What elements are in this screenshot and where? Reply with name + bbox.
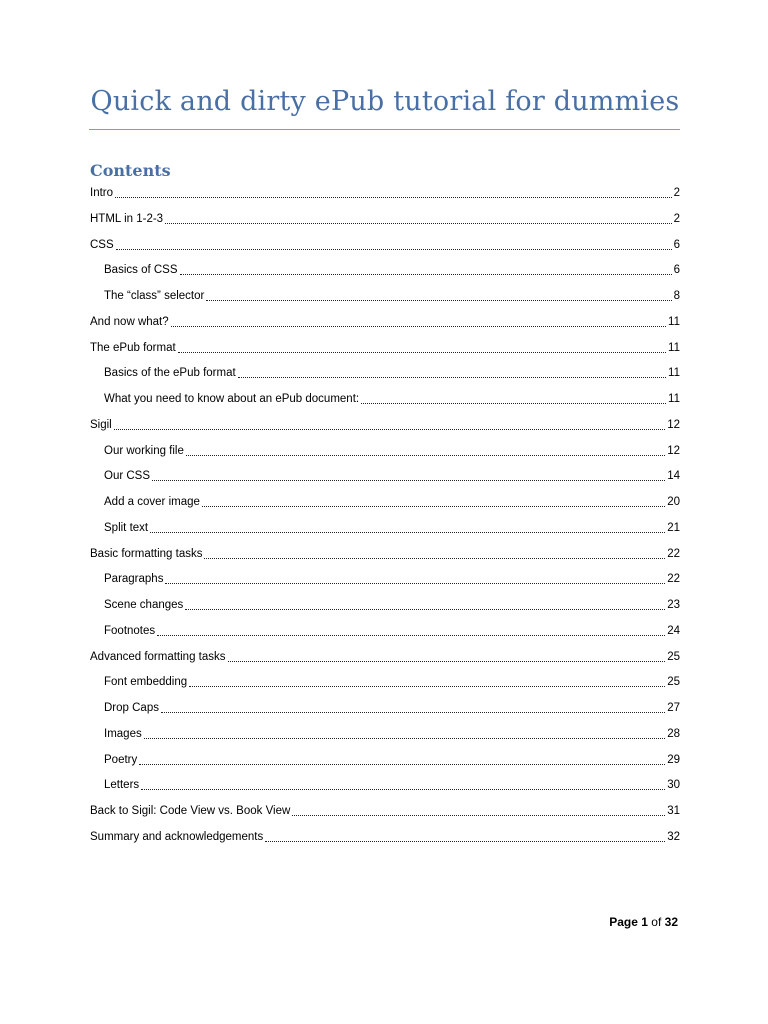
toc-entry[interactable]: [90, 313, 680, 331]
toc-dot-leader: [204, 558, 665, 559]
toc-entry-page-number: 25: [667, 650, 680, 663]
toc-entry[interactable]: [104, 442, 680, 460]
toc-dot-leader: [238, 377, 666, 378]
toc-entry[interactable]: [104, 390, 680, 408]
toc-dot-leader: [114, 429, 665, 430]
toc-entry-title: Poetry: [104, 753, 138, 766]
toc-entry[interactable]: [104, 725, 680, 743]
toc-dot-leader: [292, 815, 665, 816]
toc-entry-title: The ePub format: [90, 341, 176, 354]
document-title: Quick and dirty ePub tutorial for dummies: [90, 86, 680, 117]
toc-entry-title: Font embedding: [104, 676, 188, 689]
toc-entry-page-number: 6: [673, 238, 680, 251]
toc-entry[interactable]: [104, 261, 680, 279]
toc-dot-leader: [186, 455, 665, 456]
toc-entry-page-number: 12: [667, 418, 680, 431]
toc-entry-page-number: 2: [673, 187, 680, 199]
toc-entry-page-number: 24: [667, 624, 680, 637]
toc-entry-title: Our working file: [104, 444, 184, 457]
toc-entry-page-number: 6: [673, 264, 680, 277]
toc-entry-title: Add a cover image: [104, 496, 200, 508]
toc-entry-title: What you need to know about an ePub document:: [104, 393, 360, 405]
toc-entry-page-number: 28: [667, 727, 680, 740]
toc-entry-page-number: 11: [668, 341, 680, 354]
toc-entry-page-number: 11: [668, 393, 680, 405]
toc-entry[interactable]: [104, 699, 680, 717]
toc-entry[interactable]: [90, 648, 680, 666]
title-underline: [89, 129, 680, 130]
toc-dot-leader: [139, 764, 665, 765]
toc-dot-leader: [189, 686, 665, 687]
toc-entry[interactable]: [104, 519, 680, 537]
toc-entry-page-number: 11: [668, 315, 680, 328]
toc-dot-leader: [361, 403, 666, 404]
toc-entry-page-number: 31: [667, 805, 680, 817]
toc-dot-leader: [161, 712, 665, 713]
toc-entry-title: Paragraphs: [104, 573, 164, 586]
toc-entry[interactable]: [90, 416, 680, 434]
toc-entry[interactable]: [104, 364, 680, 382]
footer-page-label: Page: [609, 915, 638, 929]
toc-dot-leader: [141, 789, 665, 790]
toc-entry-title: Basics of CSS: [104, 264, 178, 277]
toc-dot-leader: [165, 223, 672, 224]
toc-entry[interactable]: [104, 776, 680, 794]
toc-entry-page-number: 20: [667, 496, 680, 508]
toc-entry-title: Scene changes: [104, 599, 184, 611]
toc-entry-title: Basic formatting tasks: [90, 547, 203, 560]
toc-entry[interactable]: [90, 828, 680, 846]
toc-entry-page-number: 22: [667, 547, 680, 560]
toc-entry-page-number: 25: [667, 676, 680, 689]
toc-entry-title: The “class” selector: [104, 290, 205, 302]
toc-entry-title: Back to Sigil: Code View vs. Book View: [90, 805, 291, 817]
toc-entry-title: Letters: [104, 779, 140, 792]
toc-entry-page-number: 11: [668, 367, 680, 380]
toc-entry[interactable]: [90, 802, 680, 820]
toc-entry-page-number: 12: [667, 444, 680, 457]
footer-current-page: 1: [641, 915, 648, 929]
toc-dot-leader: [202, 506, 665, 507]
toc-entry[interactable]: [104, 673, 680, 691]
toc-entry-title: Images: [104, 727, 142, 740]
toc-dot-leader: [206, 300, 671, 301]
toc-dot-leader: [116, 249, 672, 250]
toc-entry-title: Intro: [90, 187, 114, 199]
toc-entry[interactable]: [104, 493, 680, 511]
toc-entry-page-number: 29: [667, 753, 680, 766]
toc-dot-leader: [178, 352, 666, 353]
toc-dot-leader: [185, 609, 665, 610]
toc-entry-title: Footnotes: [104, 624, 156, 637]
toc-entry-page-number: 22: [667, 573, 680, 586]
toc-entry[interactable]: [90, 339, 680, 357]
toc-entry-title: HTML in 1-2-3: [90, 212, 164, 225]
toc-dot-leader: [144, 738, 665, 739]
toc-dot-leader: [171, 326, 666, 327]
toc-entry-title: CSS: [90, 238, 114, 251]
toc-entry-page-number: 30: [667, 779, 680, 792]
toc-entry-title: Basics of the ePub format: [104, 367, 236, 380]
toc-entry-page-number: 2: [673, 212, 680, 225]
toc-dot-leader: [265, 841, 665, 842]
toc-entry-page-number: 14: [667, 470, 680, 483]
toc-dot-leader: [180, 274, 672, 275]
toc-entry-page-number: 23: [667, 599, 680, 611]
toc-entry[interactable]: [90, 545, 680, 563]
toc-heading: Contents: [90, 161, 171, 180]
toc-entry[interactable]: [104, 467, 680, 485]
toc-entry-page-number: 32: [667, 830, 680, 843]
toc-entry-title: Drop Caps: [104, 702, 159, 714]
toc-dot-leader: [228, 661, 666, 662]
toc-dot-leader: [152, 480, 665, 481]
toc-entry-title: Sigil: [90, 418, 112, 431]
footer-of-label: of: [651, 915, 662, 929]
toc-dot-leader: [165, 583, 665, 584]
toc-entry-title: Summary and acknowledgements: [90, 830, 264, 843]
toc-entry-page-number: 27: [667, 702, 680, 714]
toc-entry-title: Our CSS: [104, 470, 151, 483]
toc-dot-leader: [150, 532, 665, 533]
toc-entry[interactable]: [90, 236, 680, 254]
toc-entry[interactable]: [104, 596, 680, 614]
toc-dot-leader: [115, 197, 672, 198]
toc-entry[interactable]: [90, 184, 680, 202]
toc-entry-title: Advanced formatting tasks: [90, 650, 226, 663]
toc-entry[interactable]: [90, 210, 680, 228]
page-footer: [609, 915, 678, 929]
toc-entry[interactable]: [104, 570, 680, 588]
toc-dot-leader: [157, 635, 665, 636]
toc-entry[interactable]: [104, 751, 680, 769]
toc-entry[interactable]: [104, 287, 680, 305]
footer-total-pages: 32: [664, 915, 678, 929]
toc-entry[interactable]: [104, 622, 680, 640]
toc-entry-title: Split text: [104, 521, 149, 534]
toc-entry-page-number: 21: [667, 521, 680, 534]
toc-entry-title: And now what?: [90, 315, 169, 328]
toc-entry-page-number: 8: [673, 290, 680, 302]
